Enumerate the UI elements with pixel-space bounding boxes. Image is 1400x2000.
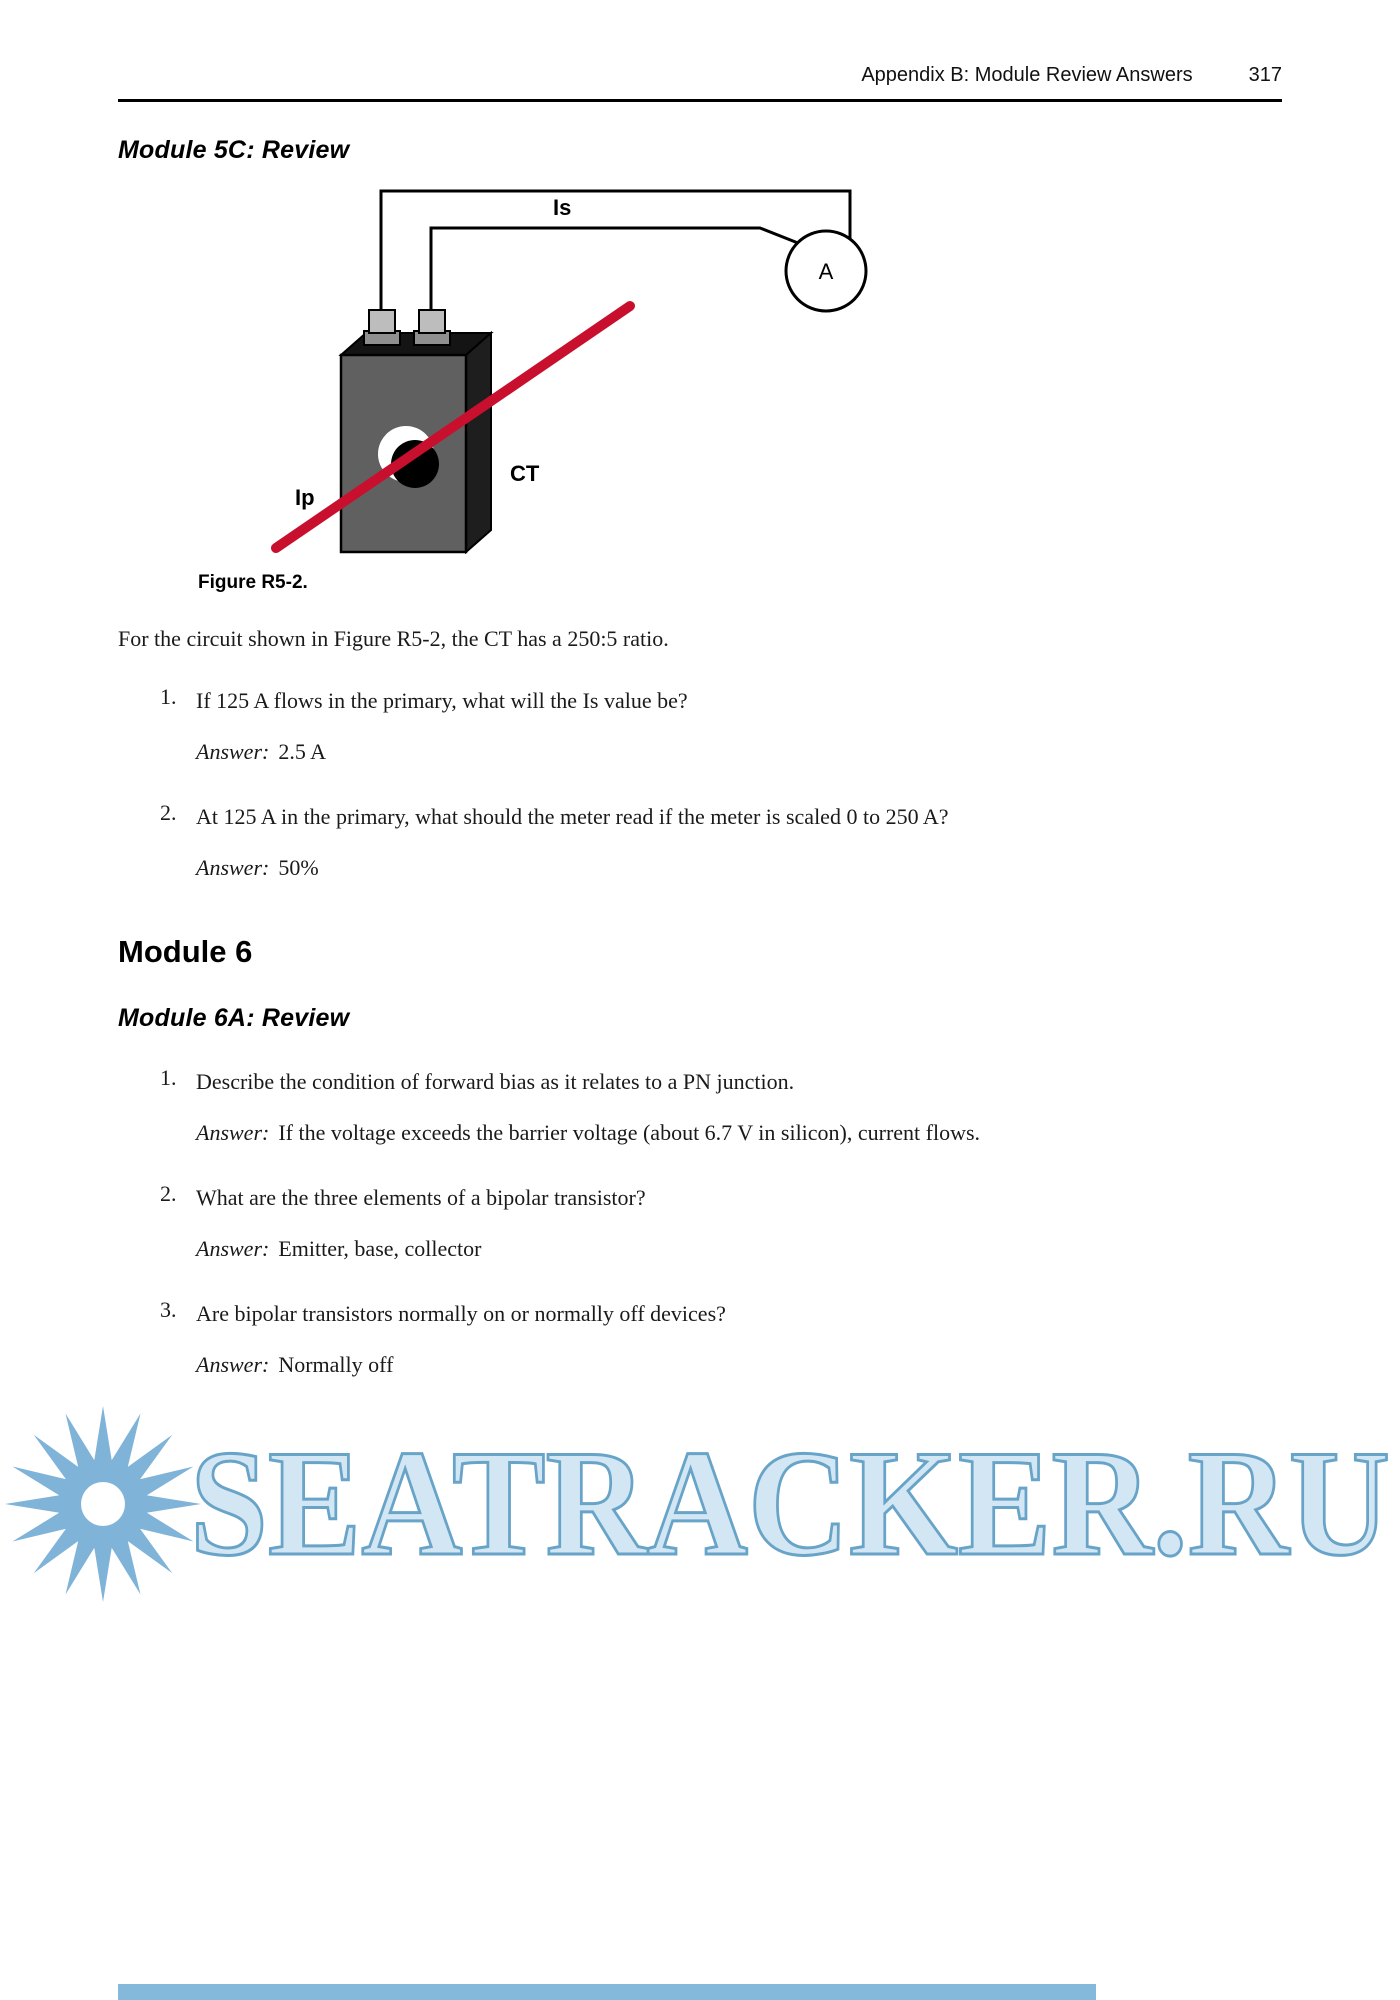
question-item [160,684,1282,768]
answer-text: 2.5 A [278,739,327,764]
answer-line [196,1348,726,1381]
answer-text: If the voltage exceeds the barrier voltage (about 6.7 V in silicon), current flows. [278,1120,981,1145]
question-item [160,1181,1282,1265]
terminal-cap-left [369,310,395,333]
question-body [196,1181,646,1265]
answer-text: Emitter, base, collector [278,1236,482,1261]
question-text: Describe the condition of forward bias as it relates to a PN junction. [196,1069,795,1094]
question-text: Are bipolar transistors normally on or normally off devices? [196,1301,726,1326]
secondary-wire-is [431,228,798,318]
secondary-wire-top [381,191,850,318]
answer-label: Answer: [196,1120,270,1145]
question-text: If 125 A flows in the primary, what will the Is value be? [196,688,688,713]
ct-circuit-diagram [148,183,1098,568]
ct-label: CT [510,461,540,486]
module-6-heading: Module 6 [118,934,253,969]
question-number: 2. [160,1181,177,1206]
module-6a-questions [118,1065,1282,1381]
ct-box-right-face [466,333,491,552]
watermark-graphic [0,1396,1400,1608]
answer-text: Normally off [278,1352,394,1377]
question-body [196,684,688,768]
question-body [196,1297,726,1381]
answer-label: Answer: [196,1352,270,1377]
question-item [160,1065,1282,1149]
answer-line [196,735,688,768]
answer-label: Answer: [196,1236,270,1261]
question-text: At 125 A in the primary, what should the meter read if the meter is scaled 0 to 250 A? [196,804,949,829]
answer-line [196,1116,980,1149]
ip-label: Ip [295,485,315,510]
site-watermark [0,1396,1400,1608]
page-header [118,64,1282,87]
question-item [160,1297,1282,1381]
page-number: 317 [1248,64,1282,86]
ammeter-label: A [818,259,834,284]
question-item [160,800,1282,884]
is-label: Is [553,195,572,220]
module-5c-heading: Module 5C: Review [118,136,350,164]
question-number: 3. [160,1297,177,1322]
intro-paragraph: For the circuit shown in Figure R5-2, the CT has a 250:5 ratio. [118,626,669,651]
figure-r5-2 [118,183,1282,594]
sun-logo-icon [5,1406,201,1602]
header-rule [118,99,1282,102]
question-body [196,1065,980,1149]
answer-label: Answer: [196,739,270,764]
watermark-text: SEATRACKER.RU [190,1419,1390,1587]
question-body [196,800,949,884]
watermark-bottom-bar [118,1984,1096,2000]
terminal-cap-right [419,310,445,333]
answer-label: Answer: [196,855,270,880]
module-6a-heading: Module 6A: Review [118,1004,350,1032]
running-head: Appendix B: Module Review Answers [861,64,1193,86]
answer-line [196,851,949,884]
question-number: 1. [160,684,177,709]
answer-line [196,1232,646,1265]
question-number: 2. [160,800,177,825]
answer-text: 50% [278,855,319,880]
question-number: 1. [160,1065,177,1090]
figure-caption: Figure R5-2. [198,572,308,593]
module-5c-questions [118,684,1282,884]
question-text: What are the three elements of a bipolar transistor? [196,1185,646,1210]
